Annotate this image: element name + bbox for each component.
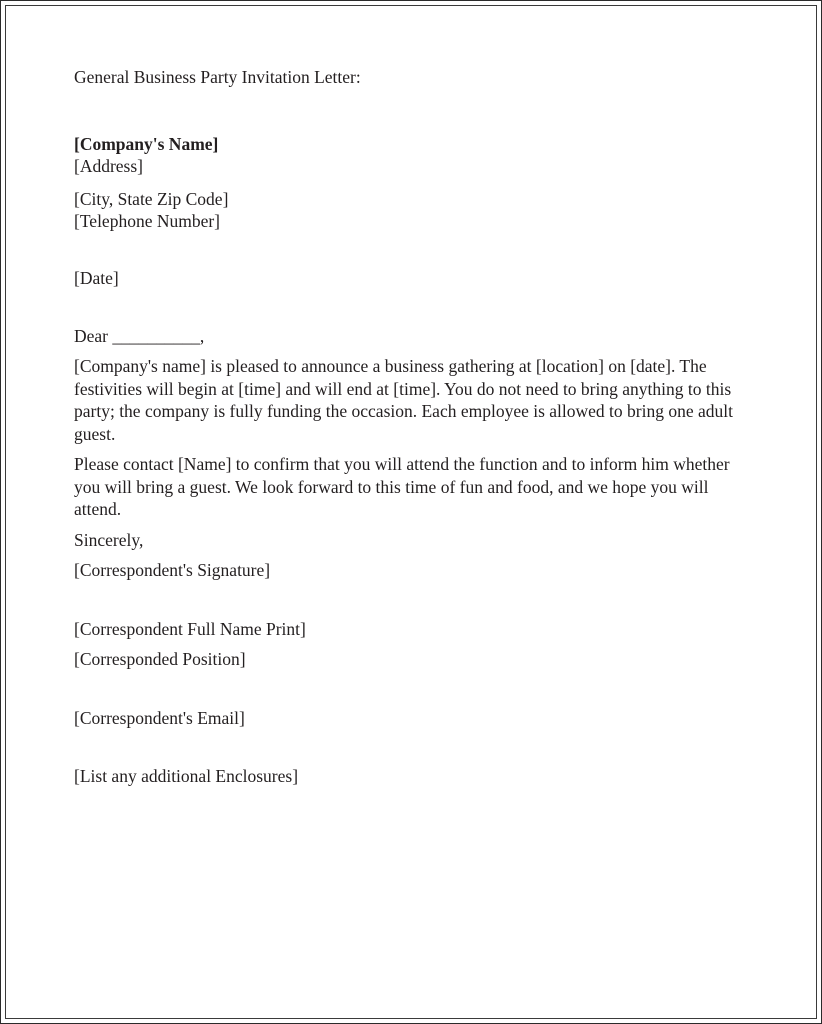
- page-title: General Business Party Invitation Letter:: [74, 67, 361, 87]
- sender-address-block: [74, 134, 742, 232]
- sender-address: [Address]: [74, 155, 144, 176]
- sender-city-state-zip: [City, State Zip Code]: [74, 189, 229, 209]
- letter-body: [74, 66, 742, 788]
- body-paragraph-1: [Company's name] is pleased to announce a business gathering at [location] on [date]. The festivities will begin at [time] and will end at [time]. You do not need to bring anything to this party; the company is fully funding the occasion. Each employee is allowed to bring one adult guest.: [74, 356, 733, 444]
- spacer-closing-to-signature: [74, 551, 742, 559]
- spacer-name-to-position: [74, 640, 742, 648]
- letter-date: [Date]: [74, 268, 119, 288]
- salutation: Dear __________,: [74, 325, 205, 346]
- spacer-address-to-date: [74, 232, 742, 268]
- body-paragraph-2: Please contact [Name] to confirm that you will attend the function and to inform him whether you will bring a guest. We look forward to this time of fun and food, and we hope you will attend.: [74, 454, 730, 519]
- spacer-date-to-salutation: [74, 290, 742, 326]
- correspondent-position: [Corresponded Position]: [74, 649, 246, 669]
- sender-company-name: [Company's Name]: [74, 134, 219, 154]
- spacer-title-to-address: [74, 88, 742, 134]
- page-sheet: [5, 5, 817, 1019]
- spacer-salutation-to-body: [74, 347, 742, 355]
- enclosures-line: [List any additional Enclosures]: [74, 766, 299, 786]
- spacer-email-to-enclosures: [74, 729, 742, 765]
- correspondent-full-name: [Correspondent Full Name Print]: [74, 618, 306, 639]
- closing-salutation: Sincerely,: [74, 529, 144, 550]
- spacer-signature-to-name: [74, 582, 742, 618]
- spacer-position-to-email: [74, 671, 742, 707]
- spacer-body-to-closing: [74, 521, 742, 529]
- signature-placeholder: [Correspondent's Signature]: [74, 560, 271, 580]
- sender-telephone: [Telephone Number]: [74, 210, 221, 231]
- correspondent-email: [Correspondent's Email]: [74, 707, 245, 728]
- spacer-address-inner: [74, 177, 742, 189]
